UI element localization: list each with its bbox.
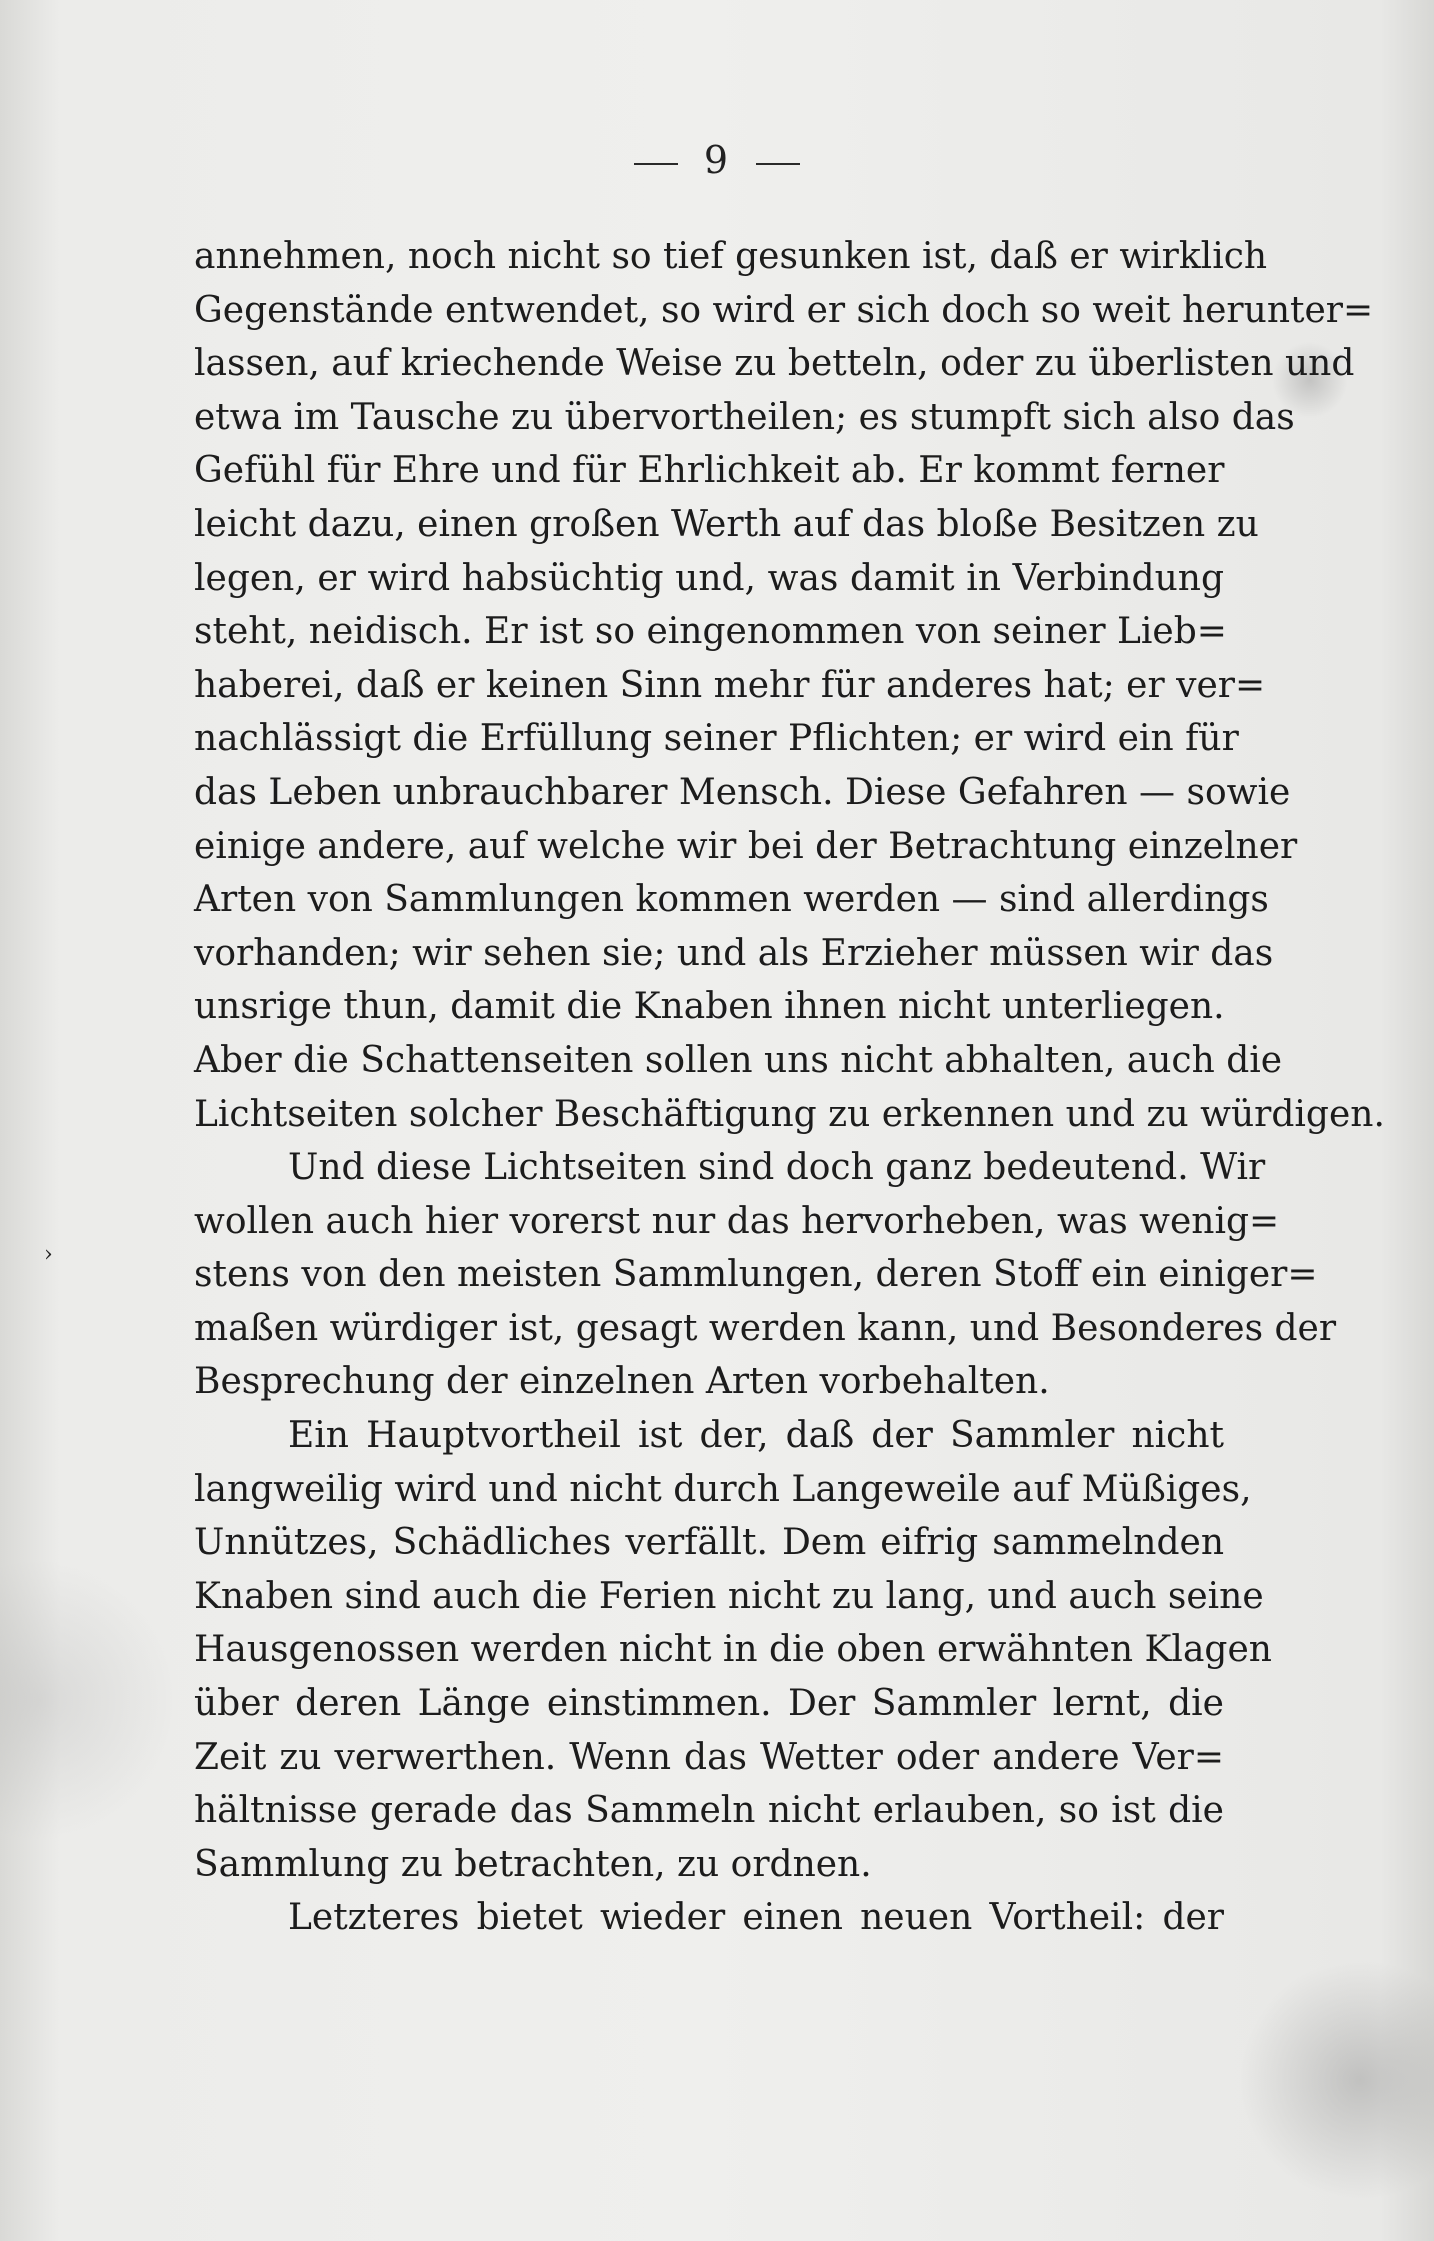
- text-line: Knaben sind auch die Ferien nicht zu lang, und auch seine: [194, 1575, 1264, 1617]
- text-line: Zeit zu verwerthen. Wenn das Wetter oder andere Ver=: [194, 1736, 1224, 1778]
- text-line: unsrige thun, damit die Knaben ihnen nicht unterliegen.: [194, 986, 1225, 1028]
- body-text: [194, 230, 1385, 1945]
- text-line: vorhanden; wir sehen sie; und als Erzieher müssen wir das: [194, 932, 1274, 974]
- text-line: Besprechung der einzelnen Arten vorbehalten.: [194, 1361, 1050, 1403]
- page-number: [0, 138, 1434, 182]
- text-line: maßen würdiger ist, gesagt werden kann, und Besonderes der: [194, 1307, 1337, 1349]
- text-line: Unnützes, Schädliches verfällt. Dem eifrig sammelnden: [194, 1522, 1224, 1564]
- text-line: steht, neidisch. Er ist so eingenommen von seiner Lieb=: [194, 611, 1227, 653]
- page-number-value: 9: [703, 138, 731, 182]
- text-line: Gegenstände entwendet, so wird er sich doch so weit herunter=: [194, 289, 1374, 331]
- text-line: Lichtseiten solcher Beschäftigung zu erkennen und zu würdigen.: [194, 1093, 1385, 1135]
- margin-mark: ›: [44, 1242, 53, 1267]
- text-line: leicht dazu, einen großen Werth auf das bloße Besitzen zu: [194, 503, 1259, 545]
- text-line: Arten von Sammlungen kommen werden — sind allerdings: [194, 879, 1269, 921]
- text-line: einige andere, auf welche wir bei der Betrachtung einzelner: [194, 825, 1298, 867]
- text-line: haberei, daß er keinen Sinn mehr für anderes hat; er ver=: [194, 664, 1266, 706]
- text-line: annehmen, noch nicht so tief gesunken ist, daß er wirklich: [194, 236, 1268, 277]
- text-line: über deren Länge einstimmen. Der Sammler lernt, die: [194, 1683, 1224, 1725]
- text-line: Hausgenossen werden nicht in die oben erwähnten Klagen: [194, 1629, 1272, 1671]
- text-line: Letzteres bietet wieder einen neuen Vortheil: der: [288, 1897, 1224, 1939]
- text-line: etwa im Tausche zu übervortheilen; es stumpft sich also das: [194, 396, 1295, 438]
- text-line: langweilig wird und nicht durch Langeweile auf Müßiges,: [194, 1468, 1252, 1510]
- text-line: das Leben unbrauchbarer Mensch. Diese Gefahren — sowie: [194, 771, 1291, 813]
- page-number-right-dash: [756, 163, 800, 165]
- text-line: wollen auch hier vorerst nur das hervorheben, was wenig=: [194, 1200, 1280, 1242]
- text-line: legen, er wird habsüchtig und, was damit in Verbindung: [194, 557, 1224, 599]
- text-line: Gefühl für Ehre und für Ehrlichkeit ab. Er kommt ferner: [194, 450, 1225, 492]
- text-line: hältnisse gerade das Sammeln nicht erlauben, so ist die: [194, 1790, 1224, 1832]
- text-line: Und diese Lichtseiten sind doch ganz bedeutend. Wir: [288, 1147, 1266, 1189]
- text-line: lassen, auf kriechende Weise zu betteln, oder zu überlisten und: [194, 343, 1355, 385]
- text-line: Sammlung zu betrachten, zu ordnen.: [194, 1843, 872, 1885]
- page-number-left-dash: [634, 163, 678, 165]
- text-line: Ein Hauptvortheil ist der, daß der Sammler nicht: [288, 1415, 1224, 1457]
- text-line: nachlässigt die Erfüllung seiner Pflichten; er wird ein für: [194, 718, 1239, 760]
- text-line: stens von den meisten Sammlungen, deren Stoff ein einiger=: [194, 1254, 1318, 1296]
- text-line: Aber die Schattenseiten sollen uns nicht abhalten, auch die: [194, 1039, 1283, 1081]
